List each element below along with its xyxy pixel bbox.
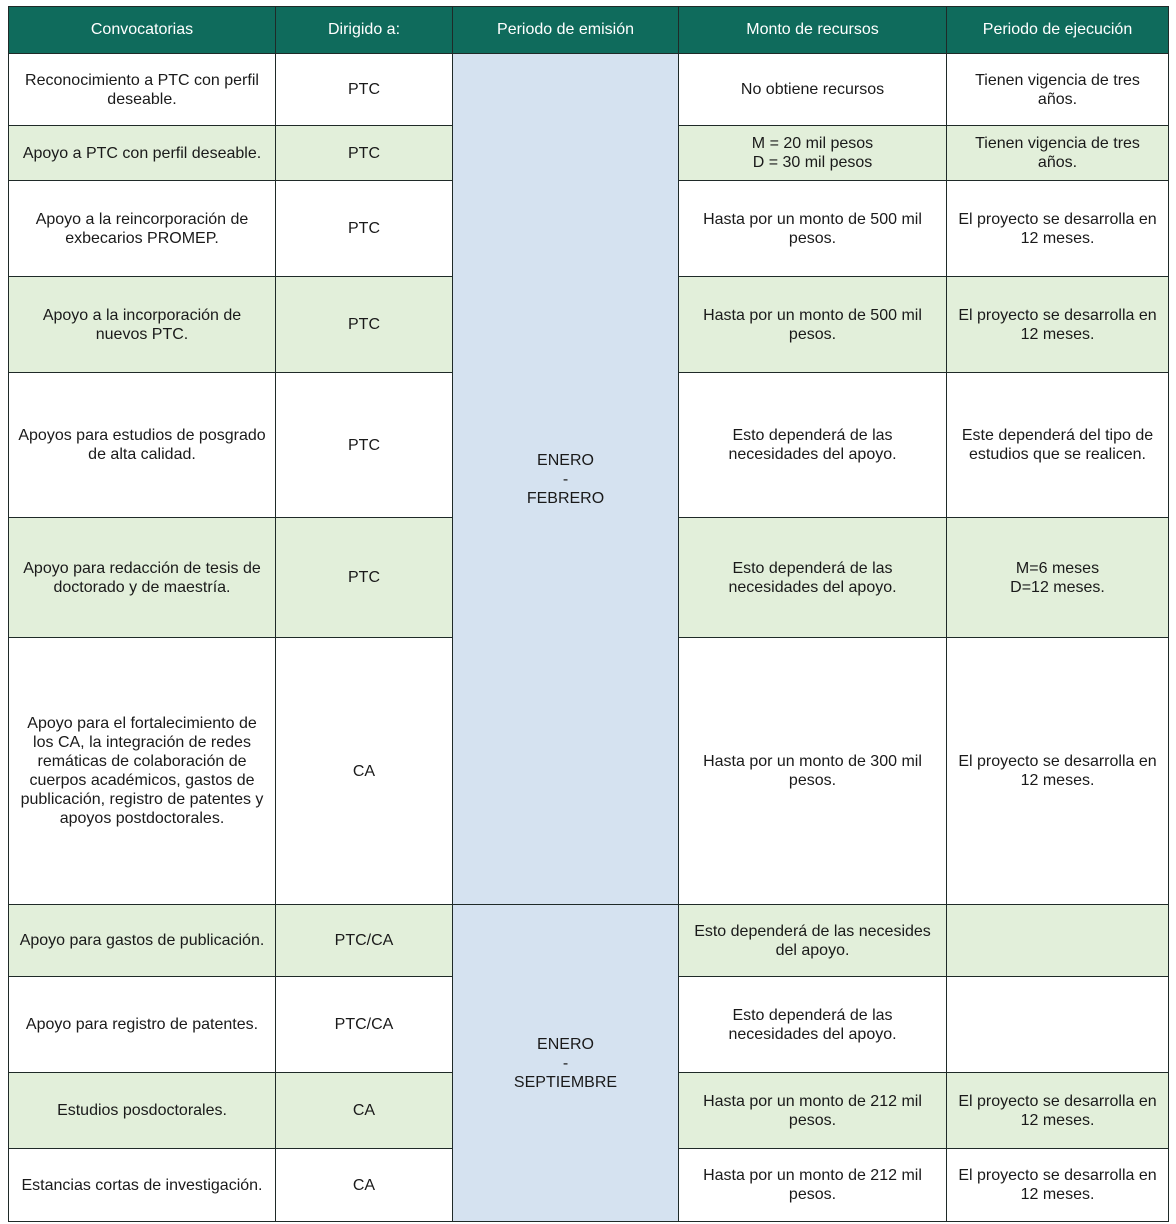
ejecucion-cell: El proyecto se desarrolla en 12 meses.: [947, 1073, 1169, 1149]
ejecucion-cell: Tienen vigencia de tres años.: [947, 54, 1169, 126]
dirigido-cell: PTC/CA: [276, 905, 453, 977]
ejecucion-cell: [947, 905, 1169, 977]
monto-cell: Hasta por un monto de 500 mil pesos.: [679, 277, 947, 373]
ejecucion-cell: M=6 meses D=12 meses.: [947, 518, 1169, 638]
dirigido-cell: PTC: [276, 126, 453, 181]
header-periodo-emision: Periodo de emisión: [453, 7, 679, 54]
dirigido-cell: PTC: [276, 181, 453, 277]
table-row: [9, 54, 1169, 126]
dirigido-cell: PTC: [276, 277, 453, 373]
monto-cell: M = 20 mil pesos D = 30 mil pesos: [679, 126, 947, 181]
header-monto: Monto de recursos: [679, 7, 947, 54]
ejecucion-cell: Tienen vigencia de tres años.: [947, 126, 1169, 181]
table-row: [9, 905, 1169, 977]
periodo-emision-cell: ENERO - FEBRERO: [453, 54, 679, 905]
dirigido-cell: CA: [276, 1073, 453, 1149]
ejecucion-cell: [947, 977, 1169, 1073]
convocatorias-table: [8, 6, 1169, 1222]
monto-cell: Hasta por un monto de 500 mil pesos.: [679, 181, 947, 277]
ejecucion-cell: El proyecto se desarrolla en 12 meses.: [947, 638, 1169, 905]
header-row: [9, 7, 1169, 54]
convocatoria-cell: Apoyo a la reincorporación de exbecarios PROMEP.: [9, 181, 276, 277]
dirigido-cell: PTC: [276, 518, 453, 638]
convocatoria-cell: Apoyo para registro de patentes.: [9, 977, 276, 1073]
header-dirigido: Dirigido a:: [276, 7, 453, 54]
monto-cell: Hasta por un monto de 212 mil pesos.: [679, 1073, 947, 1149]
monto-cell: Esto dependerá de las necesidades del apoyo.: [679, 977, 947, 1073]
convocatoria-cell: Estudios posdoctorales.: [9, 1073, 276, 1149]
header-periodo-ejecucion: Periodo de ejecución: [947, 7, 1169, 54]
monto-cell: Esto dependerá de las necesidades del apoyo.: [679, 518, 947, 638]
header-convocatorias: Convocatorias: [9, 7, 276, 54]
convocatoria-cell: Apoyo para redacción de tesis de doctorado y de maestría.: [9, 518, 276, 638]
ejecucion-cell: El proyecto se desarrolla en 12 meses.: [947, 1149, 1169, 1222]
monto-cell: Esto dependerá de las necesides del apoyo.: [679, 905, 947, 977]
convocatoria-cell: Reconocimiento a PTC con perfil deseable.: [9, 54, 276, 126]
convocatoria-cell: Apoyo a la incorporación de nuevos PTC.: [9, 277, 276, 373]
convocatoria-cell: Estancias cortas de investigación.: [9, 1149, 276, 1222]
monto-cell: Esto dependerá de las necesidades del apoyo.: [679, 373, 947, 518]
monto-cell: No obtiene recursos: [679, 54, 947, 126]
ejecucion-cell: El proyecto se desarrolla en 12 meses.: [947, 277, 1169, 373]
dirigido-cell: CA: [276, 638, 453, 905]
ejecucion-cell: El proyecto se desarrolla en 12 meses.: [947, 181, 1169, 277]
convocatoria-cell: Apoyo para gastos de publicación.: [9, 905, 276, 977]
monto-cell: Hasta por un monto de 212 mil pesos.: [679, 1149, 947, 1222]
convocatoria-cell: Apoyo a PTC con perfil deseable.: [9, 126, 276, 181]
ejecucion-cell: Este dependerá del tipo de estudios que se realicen.: [947, 373, 1169, 518]
dirigido-cell: PTC: [276, 54, 453, 126]
convocatoria-cell: Apoyo para el fortalecimiento de los CA, la integración de redes remáticas de colaboración de cuerpos académicos, gastos de publicación, registro de patentes y apoyos postdoctorales.: [9, 638, 276, 905]
periodo-emision-cell: ENERO - SEPTIEMBRE: [453, 905, 679, 1222]
convocatoria-cell: Apoyos para estudios de posgrado de alta calidad.: [9, 373, 276, 518]
dirigido-cell: PTC/CA: [276, 977, 453, 1073]
dirigido-cell: CA: [276, 1149, 453, 1222]
dirigido-cell: PTC: [276, 373, 453, 518]
monto-cell: Hasta por un monto de 300 mil pesos.: [679, 638, 947, 905]
